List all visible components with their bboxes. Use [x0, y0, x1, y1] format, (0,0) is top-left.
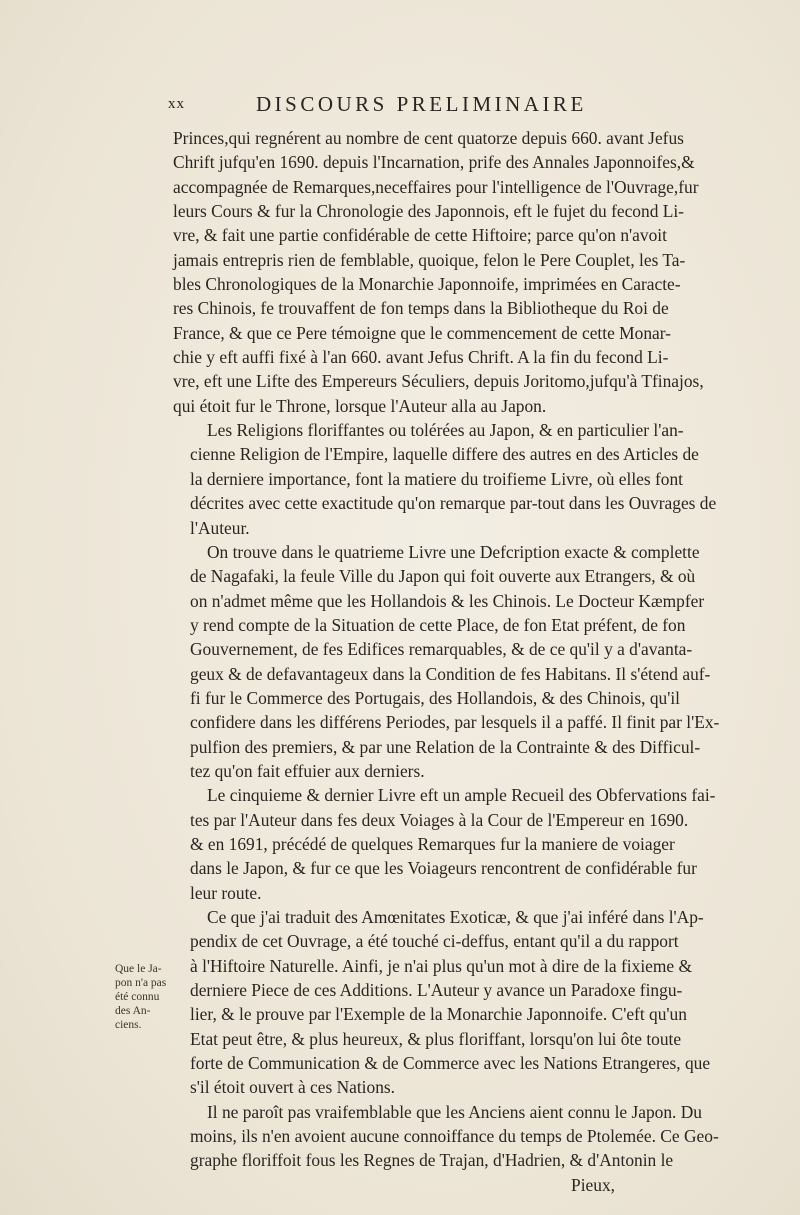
- marginal-note-line: Que le Ja-: [115, 963, 162, 975]
- text-line: Ce que j'ai traduit des Amœnitates Exoticæ, & que j'ai inféré dans l'Ap-: [207, 907, 704, 927]
- text-line: on n'admet même que les Hollandois & les Chinois. Le Docteur Kæmpfer: [190, 590, 705, 611]
- text-line: s'il étoit ouvert à ces Nations.: [190, 1077, 396, 1098]
- paragraph: [173, 418, 717, 540]
- marginal-note-line: des An-: [115, 1005, 151, 1017]
- text-line: jamais entrepris rien de femblable, quoique, felon le Pere Couplet, les Ta-: [173, 249, 686, 270]
- text-line: vre, eft une Lifte des Empereurs Séculiers, depuis Joritomo,jufqu'à Tfinajos,: [173, 371, 704, 392]
- text-line: la derniere importance, font la matiere du troifieme Livre, où elles font: [190, 468, 684, 489]
- text-line: leurs Cours & fur la Chronologie des Japonnois, eft le fujet du fecond Li-: [173, 201, 684, 222]
- text-line: & en 1691, précédé de quelques Remarques fur la maniere de voiager: [190, 833, 675, 854]
- text-line: Le cinquieme & dernier Livre eft un ample Recueil des Obfervations fai-: [207, 785, 716, 806]
- paragraph: [173, 783, 716, 905]
- text-line: Les Religions floriffantes ou tolérées au Japon, & en particulier l'an-: [207, 420, 684, 441]
- folio-number: xx: [168, 96, 185, 112]
- text-line: vre, & fait une partie confidérable de cette Hiftoire; parce qu'on n'avoit: [173, 225, 667, 246]
- text-line: forte de Communication & de Commerce avec les Nations Etrangeres, que: [190, 1053, 711, 1074]
- paragraph: [173, 905, 711, 1100]
- text-line: pendix de cet Ouvrage, a été touché ci-deffus, entant qu'il a du rapport: [190, 931, 679, 952]
- text-line: graphe floriffoit fous les Regnes de Trajan, d'Hadrien, & d'Antonin le: [190, 1150, 674, 1171]
- text-line: France, & que ce Pere témoigne que le commencement de cette Monar-: [173, 322, 671, 343]
- text-line: Chrift jufqu'en 1690. depuis l'Incarnation, prife des Annales Japonnoifes,&: [173, 152, 695, 173]
- text-line: l'Auteur.: [190, 517, 250, 538]
- text-line: tes par l'Auteur dans fes deux Voiages à la Cour de l'Empereur en 1690.: [190, 809, 689, 830]
- text-line: derniere Piece de ces Additions. L'Auteur y avance un Paradoxe fingu-: [190, 980, 683, 1001]
- text-line: de Nagafaki, la feule Ville du Japon qui foit ouverte aux Etrangers, & où: [190, 566, 696, 587]
- marginal-note-line: pon n'a pas: [115, 977, 167, 989]
- text-line: chie y eft auffi fixé à l'an 660. avant Jefus Chrift. A la fin du fecond Li-: [173, 347, 669, 368]
- text-line: Princes,qui regnérent au nombre de cent quatorze depuis 660. avant Jefus: [173, 128, 684, 148]
- text-line: Pieux,: [571, 1174, 615, 1195]
- text-line: confidere dans les différens Periodes, par lesquels il a paffé. Il finit par l'Ex-: [190, 712, 720, 733]
- running-title: DISCOURS PRELIMINAIRE: [256, 92, 587, 116]
- marginal-note: [115, 962, 167, 1032]
- text-line: pulfion des premiers, & par une Relation de la Contrainte & des Difficul-: [190, 736, 701, 757]
- text-line: décrites avec cette exactitude qu'on remarque par-tout dans les Ouvrages de: [190, 493, 717, 514]
- text-line: tez qu'on fait effuier aux derniers.: [190, 760, 425, 781]
- page-header: [168, 92, 618, 120]
- text-line: cienne Religion de l'Empire, laquelle differe des autres en des Articles de: [190, 444, 699, 465]
- text-line: leur route.: [190, 882, 262, 903]
- text-line: accompagnée de Remarques,neceffaires pour l'intelligence de l'Ouvrage,fur: [173, 176, 699, 197]
- paragraph: [173, 126, 704, 418]
- text-line: à l'Hiftoire Naturelle. Ainfi, je n'ai plus qu'un mot à dire de la fixieme &: [190, 955, 692, 976]
- text-line: On trouve dans le quatrieme Livre une Defcription exacte & complette: [207, 541, 700, 562]
- text-line: Etat peut être, & plus heureux, & plus floriffant, lorsqu'on lui ôte toute: [190, 1028, 682, 1049]
- text-line: geux & de defavantageux dans la Condition de fes Habitans. Il s'étend auf-: [190, 663, 711, 684]
- text-line: res Chinois, fe trouvaffent de fon temps dans la Bibliotheque du Roi de: [173, 298, 669, 319]
- text-line: qui étoit fur le Throne, lorsque l'Auteur alla au Japon.: [173, 395, 547, 416]
- paragraph: [173, 540, 720, 783]
- text-line: bles Chronologiques de la Monarchie Japonnoife, imprimées en Caracte-: [173, 274, 681, 295]
- paragraph: [173, 1100, 719, 1197]
- text-line: dans le Japon, & fur ce que les Voiageurs rencontrent de confidérable fur: [190, 858, 697, 879]
- text-line: lier, & le prouve par l'Exemple de la Monarchie Japonnoife. C'eft qu'un: [190, 1004, 687, 1025]
- text-line: y rend compte de la Situation de cette Place, de fon Etat préfent, de fon: [190, 614, 686, 635]
- marginal-note-line: été connu: [115, 991, 160, 1003]
- text-line: Gouvernement, de fes Edifices remarquables, & de ce qu'il y a d'avanta-: [190, 639, 693, 660]
- body-text: [173, 126, 720, 1197]
- text-line: fi fur le Commerce des Portugais, des Hollandois, & des Chinois, qu'il: [190, 687, 681, 708]
- text-line: moins, ils n'en avoient aucune connoiffance du temps de Ptolemée. Ce Geo-: [190, 1126, 719, 1147]
- marginal-note-line: ciens.: [115, 1019, 142, 1031]
- text-line: Il ne paroît pas vraifemblable que les Anciens aient connu le Japon. Du: [207, 1101, 702, 1122]
